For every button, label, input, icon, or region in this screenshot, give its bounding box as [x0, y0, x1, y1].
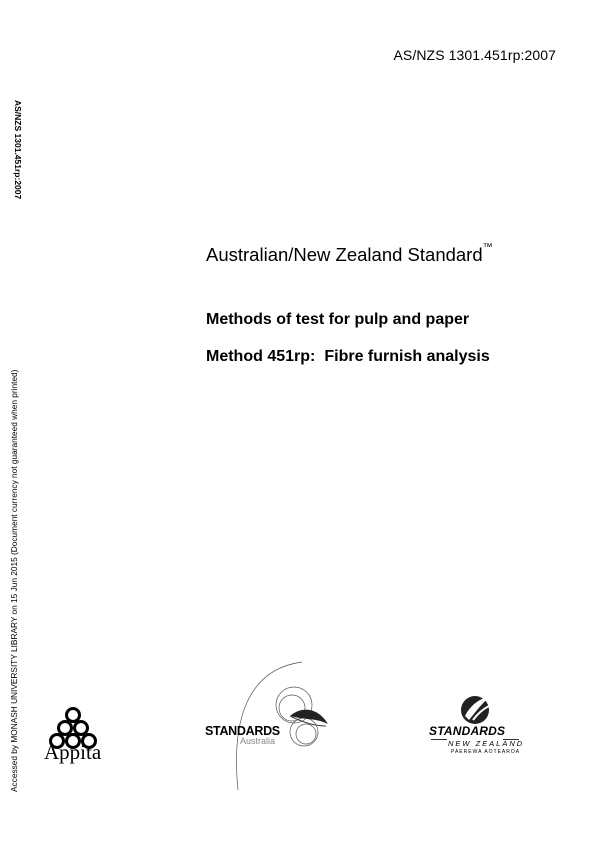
access-notice-text: Accessed by MONASH UNIVERSITY LIBRARY on 15 Jun 2015 (Document currency not guaranteed when printed): [9, 369, 19, 792]
standards-nz-name: STANDARDS: [429, 724, 506, 738]
trademark-symbol: ™: [482, 242, 493, 253]
method-title: [206, 348, 490, 366]
side-document-id: [10, 100, 26, 230]
standards-australia-sub: Australia: [240, 736, 276, 746]
method-name: Fibre furnish analysis: [324, 348, 490, 365]
document-number: AS/NZS 1301.451rp:2007: [393, 47, 556, 63]
main-title: Methods of test for pulp and paper: [206, 311, 470, 328]
standard-heading: [206, 244, 493, 266]
standard-heading-text: Australian/New Zealand Standard: [206, 244, 483, 265]
standards-nz-maori: PAEREWA AOTEAROA: [451, 749, 521, 755]
side-document-id-text: AS/NZS 1301.451rp:2007: [13, 100, 23, 200]
access-notice: [6, 369, 22, 795]
appita-name: Appita: [44, 740, 102, 764]
standards-australia-name: STANDARDS: [205, 724, 280, 738]
method-label: Method 451rp:: [206, 348, 316, 365]
standards-nz-sub: NEW ZEALAND: [448, 739, 525, 748]
